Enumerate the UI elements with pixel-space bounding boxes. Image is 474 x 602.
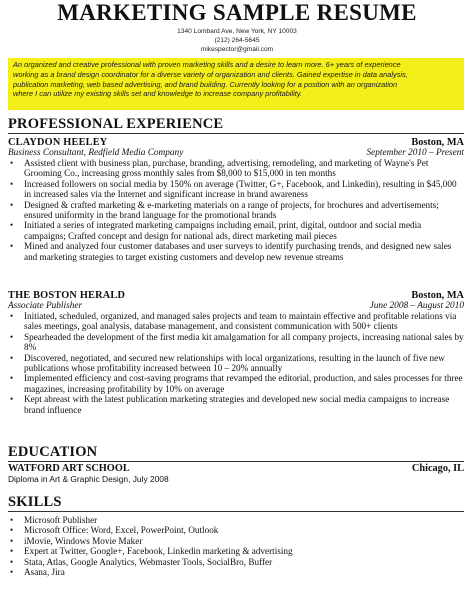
education-degree: Diploma in Art & Graphic Design, July 2008 bbox=[8, 474, 169, 484]
job-role: Associate Publisher bbox=[8, 301, 83, 311]
list-item: • Mined and analyzed four customer databases and user surveys to identify purchasing trends, and designed new sales and marketing strategies to target existing customers and develop new revenue streams bbox=[8, 241, 464, 262]
resume-title: MARKETING SAMPLE RESUME bbox=[57, 0, 417, 25]
objective-line: An organized and creative professional with proven marketing skills and a desire to learn more. 6+ years of experience bbox=[13, 60, 401, 69]
education-location: Chicago, IL bbox=[411, 463, 464, 474]
list-item: • Microsoft Office: Word, Excel, PowerPoint, Outlook bbox=[8, 525, 464, 535]
objective-line: publication marketing, web based advertising, and brand building. Currently looking for a position with an organization bbox=[13, 79, 398, 89]
list-item: • Assisted client with business plan, purchase, branding, advertising, remodeling, and marketing of Wayne's Pet Grooming Co., increasing gross monthly sales from $8,000 to $15,000 in ten months bbox=[8, 158, 464, 179]
job-location: Boston, MA bbox=[411, 290, 464, 301]
contact-email: mikespector@gmail.com bbox=[200, 46, 274, 53]
job-employer: CLAYDON HEELEY bbox=[8, 137, 108, 148]
job-dates: September 2010 – Present bbox=[366, 148, 464, 158]
education-heading: EDUCATION bbox=[8, 444, 464, 462]
list-item: • Spearheaded the development of the first media kit amalgamation for all company projects, increasing national sales by 8% bbox=[8, 332, 464, 353]
job-role-row bbox=[8, 148, 464, 158]
education-school: WATFORD ART SCHOOL bbox=[8, 463, 130, 474]
list-item: • Expert at Twitter, Google+, Facebook, Linkedin marketing & advertising bbox=[8, 546, 464, 556]
job-dates: June 2008 – August 2010 bbox=[369, 301, 464, 311]
list-item: • Microsoft Publisher bbox=[8, 515, 464, 525]
job-bullet-list bbox=[8, 158, 464, 262]
contact-address: 1340 Lombard Ave, New York, NY 10003 bbox=[177, 28, 297, 35]
job-employer: THE BOSTON HERALD bbox=[8, 290, 126, 301]
experience-heading: PROFESSIONAL EXPERIENCE bbox=[8, 116, 464, 134]
list-item: • Discovered, negotiated, and secured new relationships with local organizations, resulting in the launch of five new publications whose profitability increased between 10 – 20% annually bbox=[8, 353, 464, 374]
list-item: • Designed & crafted marketing & e-marketing materials on a range of projects, for brochures and advertisements; ensured uniformity in the brand language for the promotional brands bbox=[8, 200, 464, 221]
skills-heading: SKILLS bbox=[8, 494, 464, 512]
job-role-row bbox=[8, 301, 464, 311]
job-role: Business Consultant, Redfield Media Company bbox=[8, 148, 184, 158]
objective-line: where I can utilize my existing skills set and knowledge to increase company profitability. bbox=[13, 89, 303, 99]
list-item: • Stata, Atlas, Google Analytics, Webmaster Tools, SocialBro, Buffer bbox=[8, 557, 464, 567]
list-item: • Kept abreast with the latest publication marketing strategies and developed new social media campaigns to increase brand influence bbox=[8, 394, 464, 415]
list-item: • Implemented efficiency and cost-saving programs that revamped the editorial, production, and sales processes for three magazines, increasing profitability by 10% on average bbox=[8, 373, 464, 394]
contact-phone: (212) 264-5645 bbox=[214, 37, 260, 44]
list-item: • Asana, Jira bbox=[8, 567, 464, 577]
list-item: • Increased followers on social media by 150% on average (Twitter, G+, Facebook, and Linkedin), resulting in $45,000 in increased sales via the Internet and significant increase in brand awareness bbox=[8, 179, 464, 200]
objective-line: working as a brand design coordinator for a diverse variety of organization and clients. Gained expertise in data analysis, bbox=[13, 69, 408, 79]
list-item: • Initiated a series of integrated marketing campaigns including email, print, digital, outdoor and social media campaigns; Crafted concept and design for national ads, direct marketing mail pieces bbox=[8, 220, 464, 241]
job-bullet-list bbox=[8, 311, 464, 415]
job-header bbox=[8, 137, 464, 148]
list-item: • iMovie, Windows Movie Maker bbox=[8, 536, 464, 546]
list-item: • Initiated, scheduled, organized, and managed sales projects and team to maintain effective and profitable relations via sales meetings, goal analysis, database management, and consistent communication with 500+ clients bbox=[8, 311, 464, 332]
job-header bbox=[8, 290, 464, 301]
objective-summary bbox=[8, 58, 464, 110]
skills-list bbox=[8, 515, 464, 577]
job-location: Boston, MA bbox=[411, 137, 464, 148]
